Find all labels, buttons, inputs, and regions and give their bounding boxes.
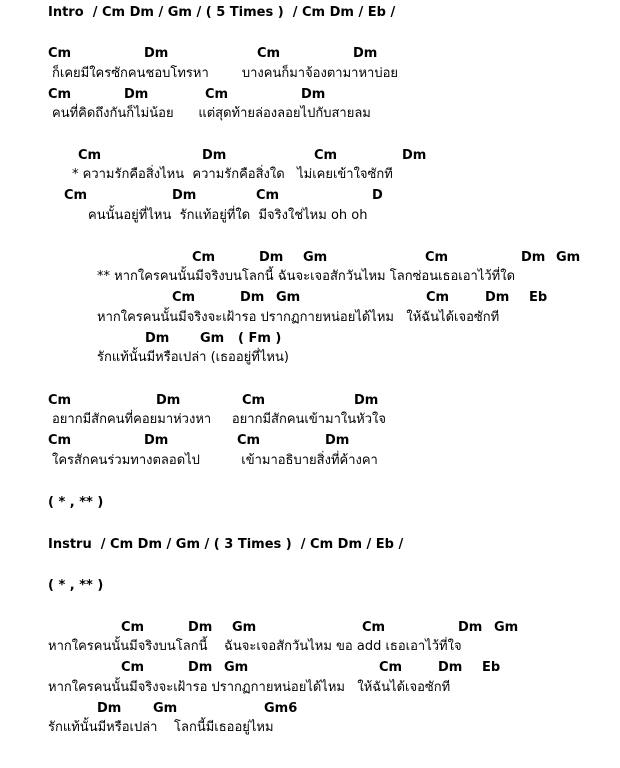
chorus2-line1-lyric: ** หากใครคนนั้นมีจริงบนโลกนี้ ฉันจะเจอสักวันไหม โลกซ่อนเธอเอาไว้ที่ใด [97,269,516,284]
chord: Gm [276,290,301,305]
verse2-line2-lyric: ใครสักคนร่วมทางตลอดไป เข้ามาอธิบายสิ่งที่ค้างคา [52,453,378,468]
outro-line2-lyric: หากใครคนนั้นมีจริงจะเฝ้ารอ ปรากฏกายหน่อยได้ไหม ให้ฉันได้เจอซักที [48,680,451,695]
chord: Gm [224,660,249,675]
chord: Cm [48,87,72,102]
chord: Cm [48,433,72,448]
chorus2-line3-chords [0,332,620,397]
chord: Cm [64,188,88,203]
chord: Cm [192,250,216,265]
chord: Dm [188,660,213,675]
repeat-marker: ( * , ** ) [48,578,104,593]
chord: Dm [259,250,284,265]
chorus1-line2-lyric: คนนั้นอยู่ที่ไหน รักแท้อยู่ที่ใด มีจริงใช่ไหม oh oh [88,208,368,223]
verse1-line2-lyric: คนที่คิดถึงกันก็ไม่น้อย แต่สุดท้ายล่องลอยไปกับสายลม [52,106,371,121]
chord: Cm [257,46,281,61]
chord: Dm [172,188,197,203]
chord: Cm [242,393,266,408]
intro-line: Intro / Cm Dm / Gm / ( 5 Times ) / Cm Dm / Eb / [48,5,396,20]
chord: Eb [482,660,501,675]
chord: Gm [232,620,257,635]
chord: Cm [314,148,338,163]
chord: Cm [426,290,450,305]
verse2-line1-lyric: อยากมีสักคนที่คอยมาห่วงหา อยากมีสักคนเข้ามาในหัวใจ [52,412,386,427]
instru-line: Instru / Cm Dm / Gm / ( 3 Times ) / Cm Dm / Eb / [48,537,404,552]
chord: Dm [202,148,227,163]
chord: Cm [121,660,145,675]
chord: D [372,188,383,203]
chord: Dm [325,433,350,448]
chord: Dm [485,290,510,305]
chord: Dm [97,701,122,716]
chord: Gm6 [264,701,298,716]
chord: Dm [402,148,427,163]
chord: Dm [144,46,169,61]
chord: Dm [144,433,169,448]
repeat-marker: ( * , ** ) [48,495,104,510]
chord: Dm [156,393,181,408]
chord: Dm [188,620,213,635]
chord: Gm [556,250,581,265]
chord: Dm [438,660,463,675]
chord: Cm [78,148,102,163]
chord: Cm [48,46,72,61]
chord: ( Fm ) [238,331,282,346]
chord: Cm [121,620,145,635]
chorus2-line2-lyric: หากใครคนนั้นมีจริงจะเฝ้ารอ ปรากฏกายหน่อยได้ไหม ให้ฉันได้เจอซักที [97,310,500,325]
chord: Dm [521,250,546,265]
chord: Dm [145,331,170,346]
chord: Eb [529,290,548,305]
chord: Gm [494,620,519,635]
chord: Dm [458,620,483,635]
chord: Cm [379,660,403,675]
chord: Cm [237,433,261,448]
chorus2-line3-lyric: รักแท้นั้นมีหรือเปล่า (เธออยู่ที่ไหน) [97,350,289,365]
chord: Dm [240,290,265,305]
chord: Dm [301,87,326,102]
chord: Dm [353,46,378,61]
chord: Dm [124,87,149,102]
chord: Dm [354,393,379,408]
chord: Cm [48,393,72,408]
chord: Cm [425,250,449,265]
outro-line1-lyric: หากใครคนนั้นมีจริงบนโลกนี้ ฉันจะเจอสักวันไหม ขอ add เธอเอาไว้ที่ใจ [48,639,462,654]
outro-line3-lyric: รักแท้นั้นมีหรือเปล่า โลกนี้มีเธออยู่ไหม [48,720,274,735]
chord: Cm [256,188,280,203]
chord: Cm [172,290,196,305]
verse1-line1-lyric: ก็เคยมีใครซักคนชอบโทรหา บางคนก็มาจ้องตามาหาบ่อย [52,66,398,81]
chord: Cm [362,620,386,635]
chord: Gm [303,250,328,265]
chord: Gm [153,701,178,716]
chord: Cm [205,87,229,102]
chorus1-line1-lyric: * ความรักคือสิ่งไหน ความรักคือสิ่งใด ไม่เคยเข้าใจซักที [72,167,393,182]
chord: Gm [200,331,225,346]
